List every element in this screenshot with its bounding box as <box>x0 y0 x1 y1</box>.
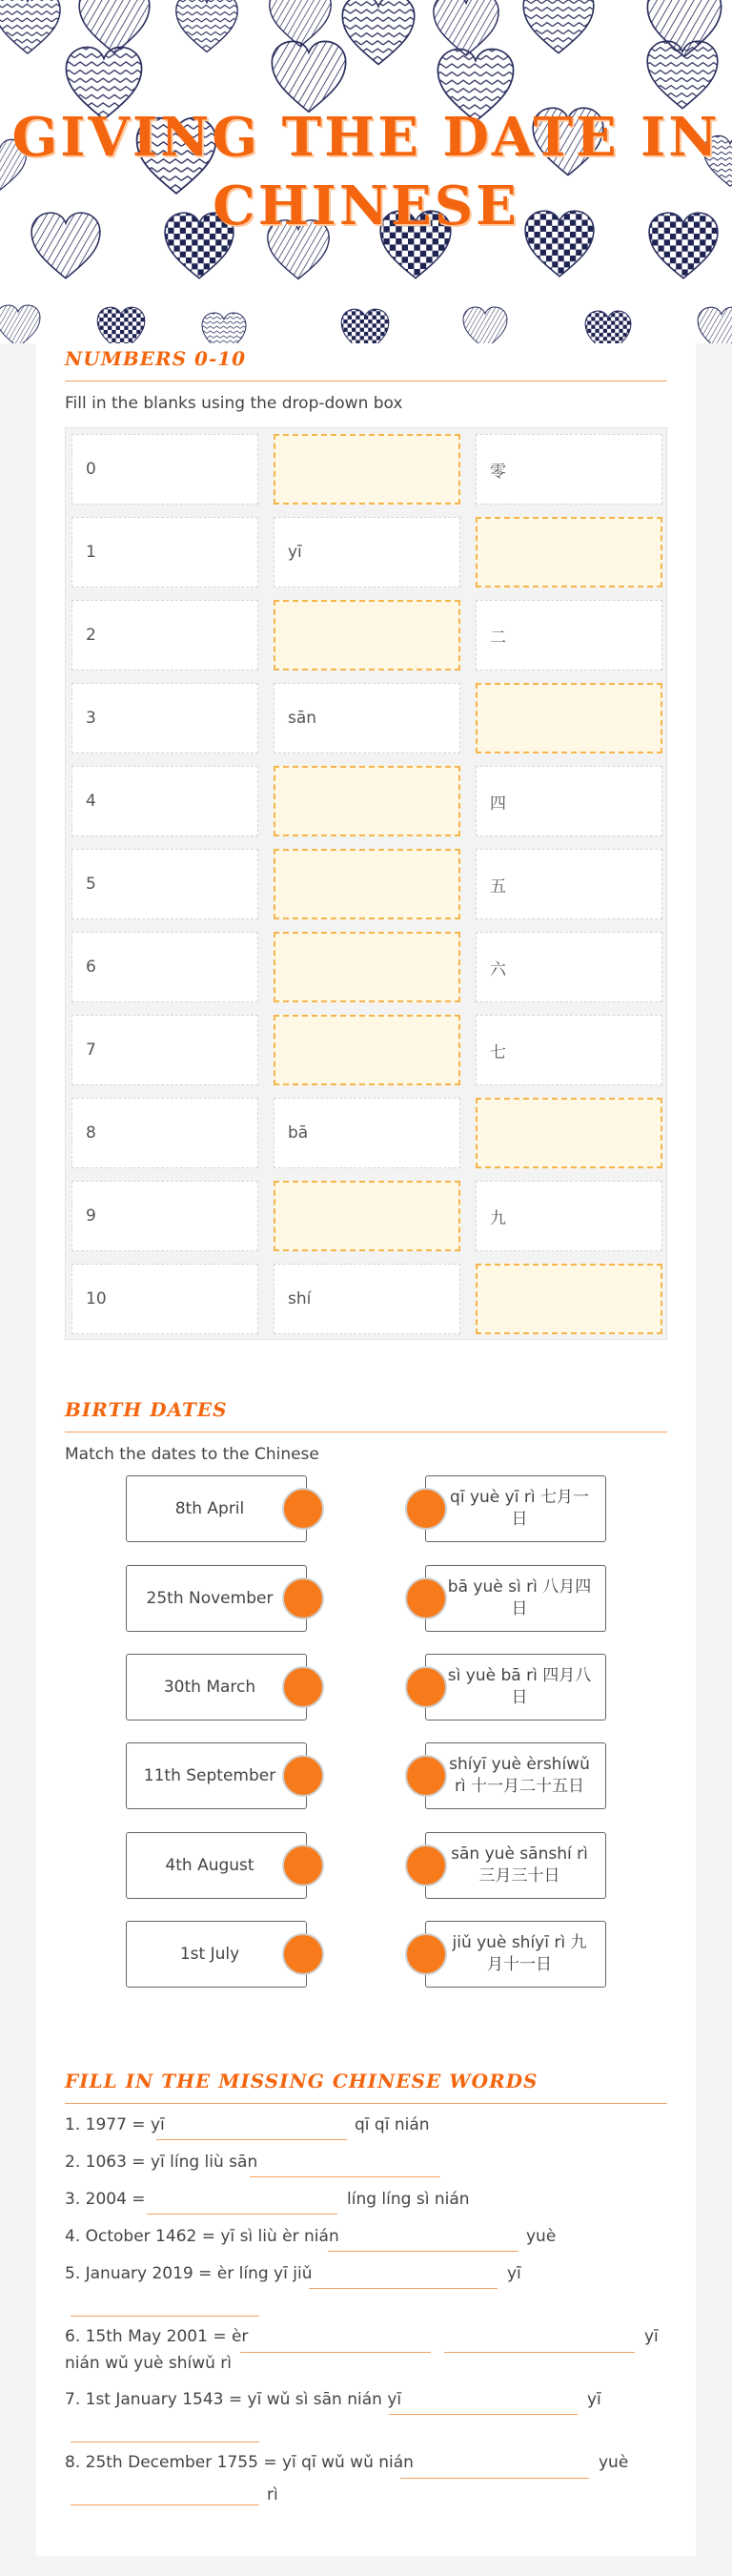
table-cell: sān <box>274 683 460 753</box>
table-cell: shí <box>274 1264 460 1334</box>
question-6-tail: yī <box>644 2327 659 2346</box>
match-right-item[interactable]: jiǔ yuè shíyī rì 九月十一日 <box>425 1921 606 1988</box>
section-divider <box>65 2103 667 2104</box>
question-6-text: 6. 15th May 2001 = èr <box>65 2327 249 2346</box>
blank-dropdown[interactable] <box>476 1098 662 1168</box>
match-connector-dot[interactable] <box>282 1577 324 1619</box>
blank-dropdown[interactable] <box>274 1015 460 1085</box>
blank-dropdown[interactable] <box>274 849 460 919</box>
match-right-item[interactable]: sì yuè bā rì 四月八日 <box>425 1654 606 1721</box>
section-heading-numbers: NUMBERS 0-10 <box>65 347 247 370</box>
table-cell: 4 <box>71 766 258 836</box>
question-6-line-2: nián wǔ yuè shíwǔ rì <box>65 2354 233 2373</box>
table-row <box>66 594 668 677</box>
table-cell: 九 <box>476 1181 662 1251</box>
answer-blank[interactable] <box>71 2504 259 2505</box>
table-cell: 1 <box>71 517 258 587</box>
table-cell: 二 <box>476 600 662 670</box>
match-connector-dot[interactable] <box>282 1488 324 1530</box>
question-7-tail: yī <box>587 2390 601 2409</box>
table-row <box>66 926 668 1009</box>
table-row <box>66 760 668 843</box>
match-left-item[interactable]: 1st July <box>126 1921 307 1988</box>
instruction-numbers: Fill in the blanks using the drop-down box <box>65 394 403 413</box>
match-right-item[interactable]: sān yuè sānshí rì 三月三十日 <box>425 1832 606 1899</box>
question-1-tail: qī qī nián <box>355 2115 430 2134</box>
question-3-tail: líng líng sì nián <box>347 2190 470 2209</box>
table-cell: yī <box>274 517 460 587</box>
blank-dropdown[interactable] <box>274 932 460 1002</box>
instruction-birth-dates: Match the dates to the Chinese <box>65 1445 319 1464</box>
question-7-text: 7. 1st January 1543 = yī wǔ sì sān nián yī <box>65 2390 402 2409</box>
answer-blank[interactable] <box>444 2352 635 2353</box>
match-left-item[interactable]: 8th April <box>126 1475 307 1542</box>
match-right-item[interactable]: bā yuè sì rì 八月四日 <box>425 1565 606 1632</box>
answer-blank[interactable] <box>328 2251 518 2252</box>
question-5-tail: yī <box>507 2264 521 2283</box>
table-row <box>66 1258 668 1341</box>
match-connector-dot[interactable] <box>405 1488 447 1530</box>
question-8-text: 8. 25th December 1755 = yī qī wǔ wǔ nián <box>65 2453 414 2472</box>
match-connector-dot[interactable] <box>405 1933 447 1975</box>
table-cell: 零 <box>476 434 662 505</box>
table-row <box>66 1092 668 1175</box>
table-cell: 3 <box>71 683 258 753</box>
header-banner <box>0 0 732 343</box>
match-connector-dot[interactable] <box>282 1844 324 1886</box>
match-left-item[interactable]: 4th August <box>126 1832 307 1899</box>
table-row <box>66 843 668 926</box>
section-heading-birth-dates: BIRTH DATES <box>65 1398 228 1421</box>
table-row <box>66 511 668 594</box>
match-left-item[interactable]: 30th March <box>126 1654 307 1721</box>
table-cell: 9 <box>71 1181 258 1251</box>
table-cell: 五 <box>476 849 662 919</box>
question-8-tail: yuè <box>599 2453 629 2472</box>
question-8-end: rì <box>267 2485 278 2504</box>
blank-dropdown[interactable] <box>274 434 460 505</box>
answer-blank[interactable] <box>389 2414 578 2415</box>
match-right-item[interactable]: qī yuè yī rì 七月一日 <box>425 1475 606 1542</box>
answer-blank[interactable] <box>250 2176 440 2177</box>
table-cell: bā <box>274 1098 460 1168</box>
blank-dropdown[interactable] <box>274 600 460 670</box>
answer-blank[interactable] <box>147 2214 337 2215</box>
blank-dropdown[interactable] <box>274 1181 460 1251</box>
table-cell: 0 <box>71 434 258 505</box>
match-connector-dot[interactable] <box>405 1666 447 1708</box>
question-4-text: 4. October 1462 = yī sì liù èr nián <box>65 2227 339 2246</box>
match-connector-dot[interactable] <box>282 1933 324 1975</box>
table-row <box>66 677 668 760</box>
question-2-text: 2. 1063 = yī líng liù sān <box>65 2153 258 2172</box>
table-cell: 10 <box>71 1264 258 1334</box>
section-heading-missing-words: FILL IN THE MISSING CHINESE WORDS <box>65 2070 539 2092</box>
table-cell: 七 <box>476 1015 662 1085</box>
match-right-item[interactable]: shíyī yuè èrshíwǔ rì 十一月二十五日 <box>425 1742 606 1809</box>
match-connector-dot[interactable] <box>405 1577 447 1619</box>
table-cell: 6 <box>71 932 258 1002</box>
numbers-table <box>65 427 667 1340</box>
page-title: GIVING THE DATE IN CHINESE <box>11 106 721 237</box>
blank-dropdown[interactable] <box>476 683 662 753</box>
table-row <box>66 428 668 511</box>
question-3-text: 3. 2004 = <box>65 2190 146 2209</box>
match-left-item[interactable]: 11th September <box>126 1742 307 1809</box>
table-cell: 2 <box>71 600 258 670</box>
table-cell: 六 <box>476 932 662 1002</box>
answer-blank[interactable] <box>71 2316 259 2317</box>
answer-blank[interactable] <box>309 2288 498 2289</box>
table-cell: 8 <box>71 1098 258 1168</box>
answer-blank[interactable] <box>156 2139 347 2140</box>
table-row <box>66 1175 668 1258</box>
answer-blank[interactable] <box>240 2352 431 2353</box>
match-connector-dot[interactable] <box>282 1666 324 1708</box>
question-4-tail: yuè <box>526 2227 557 2246</box>
blank-dropdown[interactable] <box>476 1264 662 1334</box>
match-left-item[interactable]: 25th November <box>126 1565 307 1632</box>
blank-dropdown[interactable] <box>274 766 460 836</box>
answer-blank[interactable] <box>400 2478 589 2479</box>
match-connector-dot[interactable] <box>405 1844 447 1886</box>
question-1-text: 1. 1977 = yī <box>65 2115 165 2134</box>
table-cell: 5 <box>71 849 258 919</box>
match-connector-dot[interactable] <box>405 1755 447 1797</box>
table-cell: 四 <box>476 766 662 836</box>
question-5-text: 5. January 2019 = èr líng yī jiǔ <box>65 2264 313 2283</box>
blank-dropdown[interactable] <box>476 517 662 587</box>
match-connector-dot[interactable] <box>282 1755 324 1797</box>
table-cell: 7 <box>71 1015 258 1085</box>
table-row <box>66 1009 668 1092</box>
